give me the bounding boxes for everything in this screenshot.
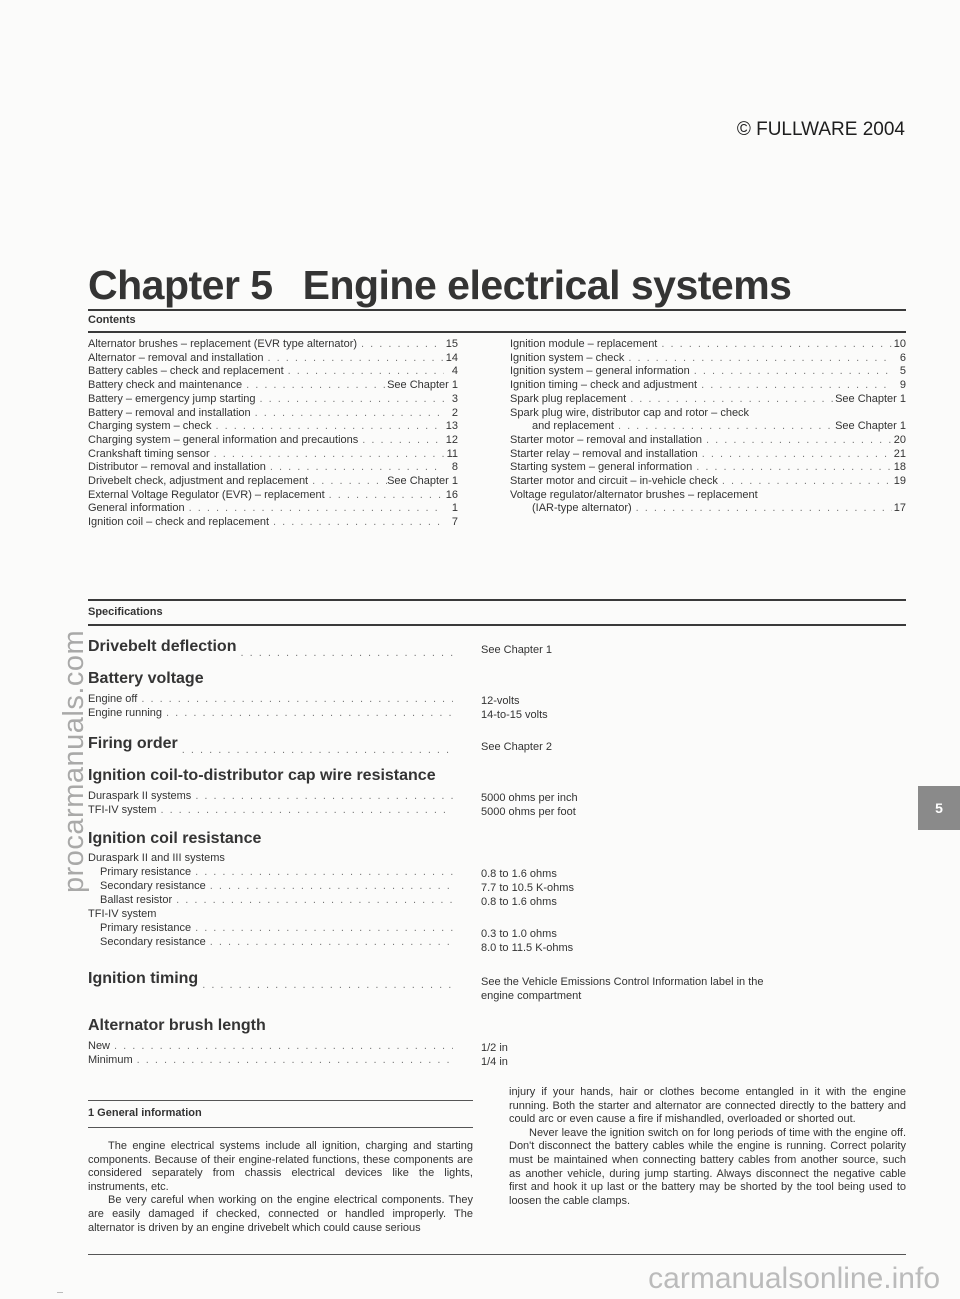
toc-entry-page: 9 [899,379,906,392]
spec-row: Primary resistance . . . [88,866,453,880]
toc-entry-title: Voltage regulator/alternator brushes – replacement [510,488,758,501]
toc-entry [510,338,906,352]
general-info-rule-top [88,1100,473,1101]
toc-entry-page: 17 [893,502,906,515]
spec-heading-coil-wire: Ignition coil-to-distributor cap wire resistance [88,767,436,784]
toc-entry [510,393,906,407]
spec-heading-brush: Alternator brush length [88,1017,266,1034]
toc-entry-page: 12 [445,433,458,446]
spec-heading-battery: Battery voltage [88,670,204,687]
toc-entry [510,407,906,421]
toc-entry-page: 8 [451,461,458,474]
specifications-rule-bottom [88,624,906,626]
toc-entry-page: 7 [451,516,458,529]
toc-entry [88,407,458,421]
toc-entry [510,461,906,475]
toc-entry [510,365,906,379]
spec-value: See Chapter 1 [481,644,552,656]
toc-entry [88,461,458,475]
paragraph: Never leave the ignition switch on for long periods of time with the engine off. Don't disconnect the battery cables while the engine is running. Correct polarity must be maintained when connecting battery cables from another source, such as another vehicle, during jump starting. Always disconnect the negative cable first and hook it up last or the battery may be shorted by the tool being used to loosen the cable clamps. [509,1126,906,1207]
spec-row: Duraspark II systems . . . [88,790,453,804]
toc-entry-page: 19 [893,475,906,488]
spec-value: 1/4 in [481,1056,508,1068]
toc-entry-page: 6 [899,351,906,364]
toc-entry-title: Starting system – general information [510,461,693,474]
spec-group-label: Duraspark II and III systems [88,852,225,864]
toc-entry [88,393,458,407]
toc-entry [88,379,458,393]
toc-entry-title: Battery – removal and installation [88,406,251,419]
toc-entry [88,420,458,434]
spec-value: 8.0 to 11.5 K-ohms [481,942,574,954]
toc-entry-page: See Chapter 1 [387,379,458,392]
contents-label: Contents [88,314,136,326]
general-info-left-text [88,1140,473,1235]
toc-entry-title: Distributor – removal and installation [88,461,266,474]
general-info-right-text [509,1086,906,1208]
toc-entry-title: Alternator brushes – replacement (EVR type alternator) [88,338,358,350]
spec-value: engine compartment [481,990,582,1002]
toc-entry-title: External Voltage Regulator (EVR) – replacement [88,488,325,501]
spec-row: Secondary resistance . . . [88,936,453,950]
spec-row: Engine running . . . [88,707,453,721]
general-info-rule-bottom [88,1127,473,1128]
toc-entry [510,379,906,393]
bottom-watermark: carmanualsonline.info [648,1262,940,1295]
chapter-side-tab: 5 [918,786,960,830]
spec-value: 0.8 to 1.6 ohms [481,868,557,880]
footer-rule [88,1254,906,1255]
chapter-name: Engine electrical systems [302,262,792,308]
toc-entry-title: Ignition system – check [510,351,625,364]
toc-entry-title: Starter motor and circuit – in-vehicle check [510,475,718,488]
toc-entry-page: 4 [451,365,458,378]
toc-entry-title: Ignition system – general information [510,365,690,378]
toc-entry [88,475,458,489]
title-rule [88,309,906,311]
toc-entry-page: 5 [899,365,906,378]
toc-entry [510,448,906,462]
spec-heading-coil-resistance: Ignition coil resistance [88,830,262,847]
toc-entry-title: Drivebelt check, adjustment and replacement [88,475,309,488]
specifications-label: Specifications [88,606,163,618]
toc-entry-title: Battery check and maintenance [88,379,243,392]
spec-group-label: TFI-IV system [88,908,157,920]
specifications-rule-top [88,599,906,601]
spec-value: See Chapter 2 [481,741,552,753]
toc-entry [88,448,458,462]
spec-row: Primary resistance . . . [88,922,453,936]
spec-row: Secondary resistance . . . [88,880,453,894]
chapter-number: Chapter 5 [88,262,273,308]
toc-entry [510,434,906,448]
toc-entry-title: Ignition coil – check and replacement [88,516,269,529]
paragraph: injury if your hands, hair or clothes become entangled in it with the engine running. Both the starter and alternator are connected directly to the battery and could arc or even cause a fire if mishandled, overloaded or shorted out. [509,1086,906,1126]
toc-entry-page: 20 [893,433,906,446]
toc-entry-page: 21 [893,447,906,460]
side-watermark: procarmanuals.com [58,629,90,893]
spec-row: Minimum . . . [88,1054,453,1068]
toc-entry-page: 1 [451,502,458,515]
toc-entry [510,502,906,516]
spec-value: 0.8 to 1.6 ohms [481,896,557,908]
toc-entry-page: See Chapter 1 [835,420,906,433]
spec-value: 5000 ohms per foot [481,806,576,818]
spec-row: TFI-IV system . . . [88,804,453,818]
toc-entry-title: Starter relay – removal and installation [510,447,698,460]
toc-entry [88,434,458,448]
toc-entry-title: Charging system – general information and precautions [88,433,359,446]
spec-value: 12-volts [481,695,520,707]
spec-value: See the Vehicle Emissions Control Information label in the [481,976,764,988]
toc-entry-page: See Chapter 1 [835,392,906,405]
spec-heading-timing: Ignition timing . . . [88,969,453,995]
toc-entry [88,489,458,503]
toc-entry [510,420,906,434]
toc-entry [510,352,906,366]
contents-left-column [88,338,458,530]
general-info-heading: 1 General information [88,1107,202,1119]
toc-entry-title: Ignition module – replacement [510,338,658,350]
spec-row: Engine off . . . [88,693,453,707]
toc-entry-page: See Chapter 1 [387,475,458,488]
spec-value: 7.7 to 10.5 K-ohms [481,882,574,894]
toc-entry-page: 15 [445,338,458,350]
toc-entry-title: General information [88,502,185,515]
spec-value: 5000 ohms per inch [481,792,578,804]
toc-entry-title: Spark plug replacement [510,392,627,405]
spec-row: Ballast resistor . . . [88,894,453,908]
toc-entry [88,352,458,366]
toc-entry-page: 10 [893,338,906,350]
spec-row: New . . . [88,1040,453,1054]
toc-entry-page: 18 [893,461,906,474]
toc-entry-page: 3 [451,392,458,405]
toc-entry-page: 11 [446,447,458,460]
spec-value: 0.3 to 1.0 ohms [481,928,557,940]
toc-entry-title: Starter motor – removal and installation [510,433,702,446]
chapter-title [88,262,791,309]
spec-heading-drivebelt: Drivebelt deflection . . . [88,637,453,663]
contents-right-column [510,338,906,516]
toc-entry-title: Alternator – removal and installation [88,351,264,364]
toc-entry-page: 13 [445,420,458,433]
toc-entry-title: Charging system – check [88,420,212,433]
scan-mark [57,1292,63,1293]
paragraph: Be very careful when working on the engine electrical components. They are easily damaged if checked, connected or handled improperly. The alternator is driven by an engine drivebelt which could cause serious [88,1194,473,1234]
spec-value: 14-to-15 volts [481,709,548,721]
toc-entry [510,489,906,503]
toc-entry [88,365,458,379]
toc-entry [88,502,458,516]
copyright-notice: © FULLWARE 2004 [736,119,905,140]
toc-entry-page: 2 [451,406,458,419]
spec-heading-firing: Firing order . . . [88,734,453,760]
contents-rule [88,331,906,333]
toc-entry [510,475,906,489]
toc-entry-title: Battery cables – check and replacement [88,365,284,378]
toc-entry [88,338,458,352]
toc-entry-page: 14 [445,351,458,364]
toc-entry-title: (IAR-type alternator) [532,502,632,515]
toc-entry-title: Battery – emergency jump starting [88,392,256,405]
toc-entry-title: Spark plug wire, distributor cap and rotor – check [510,406,750,419]
spec-value: 1/2 in [481,1042,508,1054]
toc-entry-page: 16 [445,488,458,501]
toc-entry [88,516,458,530]
toc-entry-title: Crankshaft timing sensor [88,447,210,460]
paragraph: The engine electrical systems include all ignition, charging and starting components. Because of their engine-related functions, these components are considered separately from chassis electrical devices like the lights, instruments, etc. [88,1140,473,1193]
toc-entry-title: and replacement [532,420,614,433]
toc-entry-title: Ignition timing – check and adjustment [510,379,698,392]
